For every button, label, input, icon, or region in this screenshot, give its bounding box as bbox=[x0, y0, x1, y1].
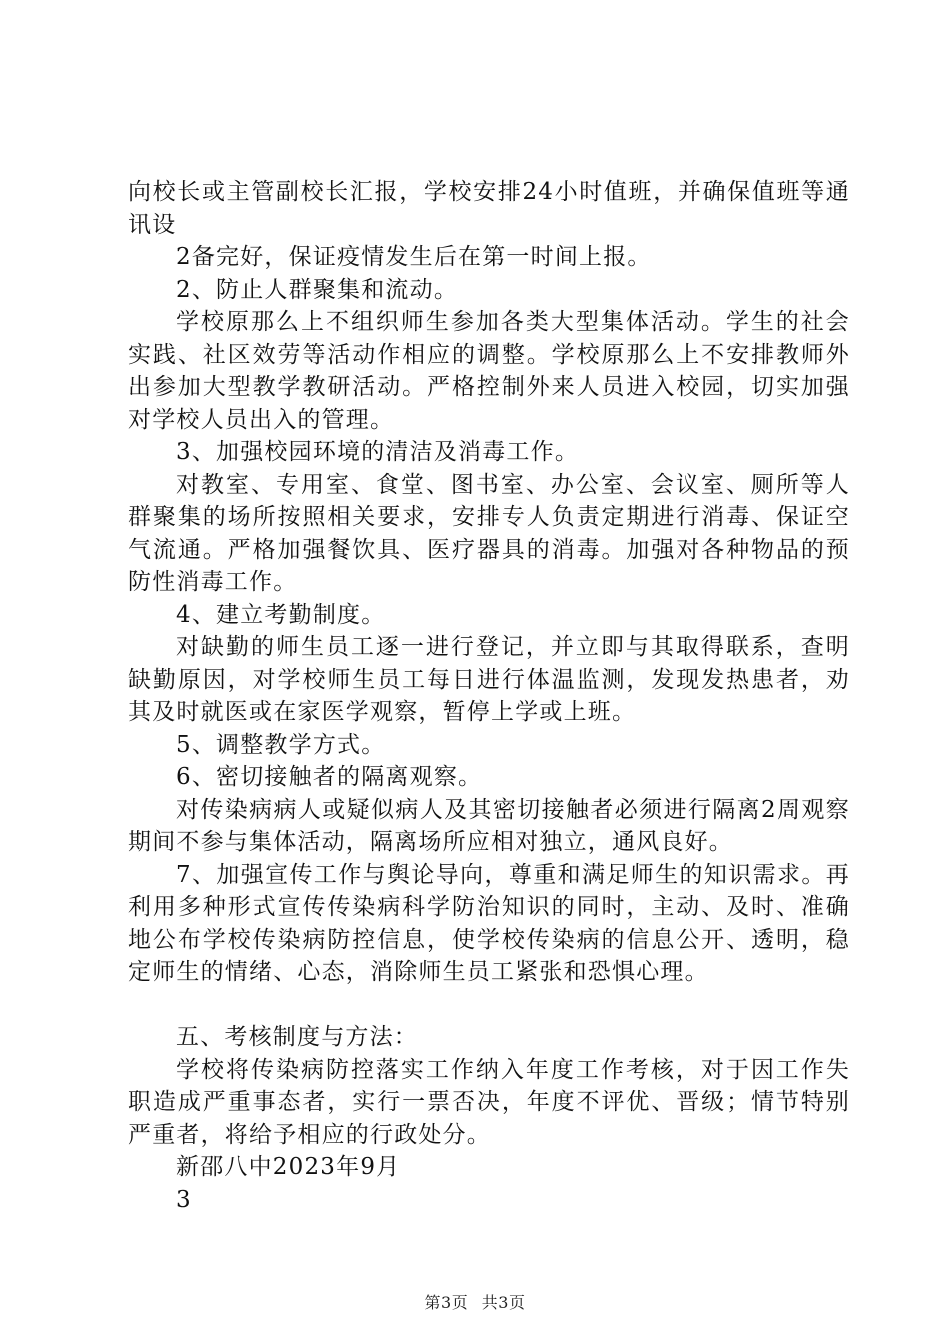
paragraph: 新邵八中2023年9月 bbox=[176, 1154, 401, 1180]
paragraph: 对缺勤的师生员工逐一进行登记，并立即与其取得联系，查明缺勤原因，对学校师生员工每日进行体温监测，发现发热患者，劝其及时就医或在家医学观察，暂停上学或上班。 bbox=[128, 634, 850, 725]
paragraph: 4、建立考勤制度。 bbox=[176, 601, 386, 628]
page-total: 共3页 bbox=[481, 1293, 526, 1312]
paragraph: 6、密切接触者的隔离观察。 bbox=[176, 764, 483, 790]
paragraph: 3、加强校园环境的清洁及消毒工作。 bbox=[176, 439, 580, 465]
paragraph: 对教室、专用室、食堂、图书室、办公室、会议室、厕所等人群聚集的场所按照相关要求，安排专人负责定期进行消毒、保证空气流通。严格加强餐饮具、医疗器具的消毒。加强对各种物品的预防性消毒工作。 bbox=[128, 471, 850, 595]
page-footer bbox=[0, 1290, 950, 1313]
paragraph: 2、防止人群聚集和流动。 bbox=[176, 276, 459, 303]
paragraph: 学校原那么上不组织师生参加各类大型集体活动。学生的社会实践、社区效劳等活动作相应的调整。学校原那么上不安排教师外出参加大型教学教研活动。严格控制外来人员进入校园，切实加强对学校人员出入的管理。 bbox=[128, 309, 850, 433]
paragraph: 7、加强宣传工作与舆论导向，尊重和满足师生的知识需求。再利用多种形式宣传传染病科学防治知识的同时，主动、及时、准确地公布学校传染病防控信息，使学校传染病的信息公开、透明，稳定师生的情绪、心态，消除师生员工紧张和恐惧心理。 bbox=[128, 861, 850, 985]
paragraph: 五、考核制度与方法： bbox=[176, 1024, 418, 1050]
paragraph: 向校长或主管副校长汇报，学校安排24小时值班，并确保值班等通讯设 bbox=[128, 179, 850, 238]
paragraph: 学校将传染病防控落实工作纳入年度工作考核，对于因工作失职造成严重事态者，实行一票否决，年度不评优、晋级；情节特别严重者，将给予相应的行政处分。 bbox=[128, 1056, 850, 1148]
paragraph: 3 bbox=[176, 1186, 192, 1213]
document-body bbox=[128, 176, 850, 1216]
page-number: 第3页 bbox=[424, 1293, 469, 1312]
paragraph: 5、调整教学方式。 bbox=[176, 731, 386, 758]
paragraph: 2备完好，保证疫情发生后在第一时间上报。 bbox=[176, 244, 652, 270]
paragraph: 对传染病病人或疑似病人及其密切接触者必须进行隔离2周观察期间不参与集体活动，隔离场所应相对独立，通风良好。 bbox=[128, 796, 850, 855]
